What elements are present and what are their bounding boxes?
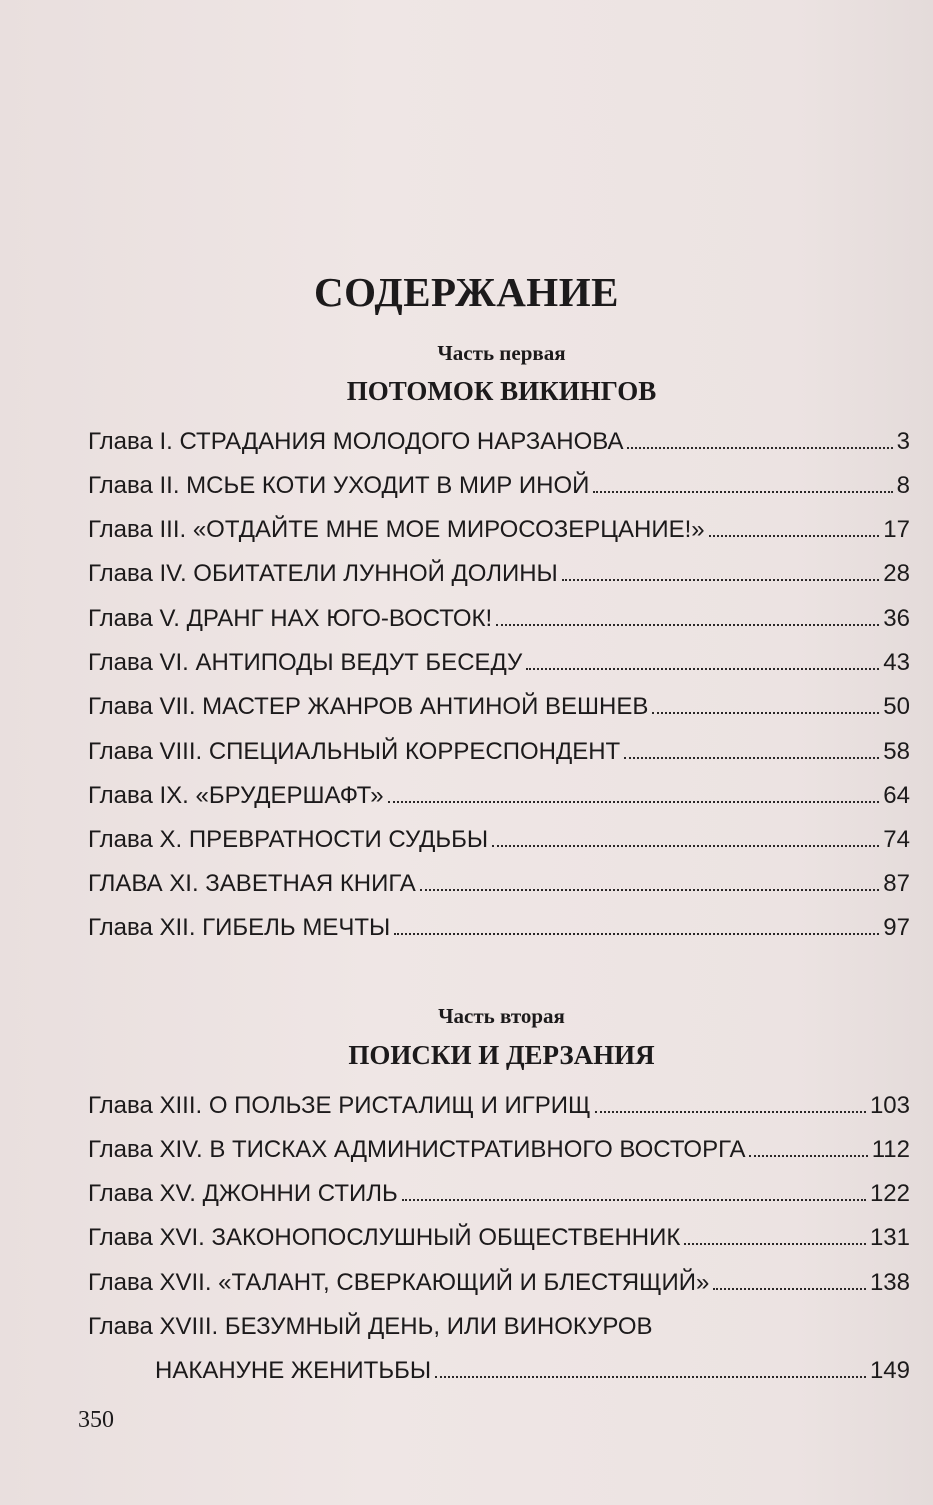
dot-leader xyxy=(420,889,880,891)
chapter-title: ГЛАВА XI. ЗАВЕТНАЯ КНИГА xyxy=(88,870,416,897)
dot-leader xyxy=(624,757,879,759)
part-one-title: ПОТОМОК ВИКИНГОВ xyxy=(346,376,657,406)
chapter-page-number: 97 xyxy=(883,914,910,941)
dot-leader xyxy=(402,1199,866,1201)
chapter-page-number: 17 xyxy=(883,516,910,543)
toc-entry-chapter-15 xyxy=(88,1179,910,1209)
chapter-page-number: 138 xyxy=(869,1269,910,1296)
dot-leader xyxy=(496,624,879,626)
chapter-title: Глава VI. АНТИПОДЫ ВЕДУТ БЕСЕДУ xyxy=(88,649,523,676)
dot-leader xyxy=(709,535,880,537)
chapter-title: Глава V. ДРАНГ НАХ ЮГО-ВОСТОК! xyxy=(88,605,493,632)
chapter-page-number: 58 xyxy=(883,738,910,765)
dot-leader xyxy=(684,1243,866,1245)
dot-leader xyxy=(593,491,892,493)
part-two-label: Часть вторая xyxy=(438,1004,565,1028)
dot-leader xyxy=(435,1376,866,1378)
chapter-page-number: 28 xyxy=(883,560,910,587)
chapter-title: Глава IX. «БРУДЕРШАФТ» xyxy=(88,782,384,809)
chapter-title: Глава XVI. ЗАКОНОПОСЛУШНЫЙ ОБЩЕСТВЕННИК xyxy=(88,1224,681,1251)
toc-entry-chapter-1 xyxy=(88,427,910,457)
chapter-page-number: 43 xyxy=(883,649,910,676)
chapter-page-number: 36 xyxy=(883,605,910,632)
part-two-title: ПОИСКИ И ДЕРЗАНИЯ xyxy=(348,1040,655,1070)
toc-entry-chapter-13 xyxy=(88,1091,910,1121)
chapter-title: Глава XIII. О ПОЛЬЗЕ РИСТАЛИЩ И ИГРИЩ xyxy=(88,1092,591,1119)
chapter-page-number: 50 xyxy=(883,693,910,720)
chapter-page-number: 112 xyxy=(871,1136,910,1163)
toc-entry-chapter-5 xyxy=(88,604,910,634)
chapter-page-number: 131 xyxy=(869,1224,910,1251)
chapter-title: Глава III. «ОТДАЙТЕ МНЕ МОЕ МИРОСОЗЕРЦАНИЕ!» xyxy=(88,516,705,543)
dot-leader xyxy=(492,845,879,847)
toc-entry-chapter-2 xyxy=(88,471,910,501)
toc-entry-chapter-4 xyxy=(88,559,910,589)
toc-entry-chapter-11 xyxy=(88,869,910,899)
dot-leader xyxy=(652,712,879,714)
chapter-title-line-1: Глава XVIII. БЕЗУМНЫЙ ДЕНЬ, ИЛИ ВИНОКУРОВ xyxy=(88,1313,653,1340)
chapter-page-number: 74 xyxy=(883,826,910,853)
dot-leader xyxy=(394,933,879,935)
chapter-page-number: 122 xyxy=(869,1180,910,1207)
chapter-title: Глава I. СТРАДАНИЯ МОЛОДОГО НАРЗАНОВА xyxy=(88,428,624,455)
part-one-label: Часть первая xyxy=(437,341,566,365)
toc-entry-chapter-10 xyxy=(88,825,910,855)
toc-entry-chapter-6 xyxy=(88,648,910,678)
toc-entry-chapter-16 xyxy=(88,1223,910,1253)
chapter-page-number: 8 xyxy=(896,472,910,499)
chapter-title: Глава XV. ДЖОННИ СТИЛЬ xyxy=(88,1180,398,1207)
chapter-title: Глава VIII. СПЕЦИАЛЬНЫЙ КОРРЕСПОНДЕНТ xyxy=(88,738,621,765)
chapter-page-number: 87 xyxy=(883,870,910,897)
page-title: СОДЕРЖАНИЕ xyxy=(314,269,619,315)
dot-leader xyxy=(713,1288,866,1290)
chapter-page-number: 149 xyxy=(869,1357,910,1384)
chapter-title: Глава XIV. В ТИСКАХ АДМИНИСТРАТИВНОГО ВОСТОРГА xyxy=(88,1136,746,1163)
toc-entry-chapter-17 xyxy=(88,1268,910,1298)
dot-leader xyxy=(595,1111,866,1113)
chapter-title: Глава IV. ОБИТАТЕЛИ ЛУННОЙ ДОЛИНЫ xyxy=(88,560,558,587)
dot-leader xyxy=(562,579,880,581)
toc-entry-chapter-18 xyxy=(155,1356,910,1386)
chapter-title: Глава XII. ГИБЕЛЬ МЕЧТЫ xyxy=(88,914,391,941)
dot-leader xyxy=(526,668,879,670)
dot-leader xyxy=(627,447,892,449)
dot-leader xyxy=(388,801,880,803)
chapter-title: Глава X. ПРЕВРАТНОСТИ СУДЬБЫ xyxy=(88,826,489,853)
toc-entry-chapter-14 xyxy=(88,1135,910,1165)
chapter-page-number: 3 xyxy=(896,428,910,455)
toc-entry-chapter-12 xyxy=(88,913,910,943)
toc-entry-chapter-9 xyxy=(88,781,910,811)
chapter-title: Глава II. МСЬЕ КОТИ УХОДИТ В МИР ИНОЙ xyxy=(88,472,590,499)
dot-leader xyxy=(749,1155,867,1157)
chapter-title-line-2: НАКАНУНЕ ЖЕНИТЬБЫ xyxy=(155,1357,432,1384)
page-number: 350 xyxy=(78,1407,114,1433)
toc-entry-chapter-7 xyxy=(88,692,910,722)
chapter-page-number: 64 xyxy=(883,782,910,809)
chapter-page-number: 103 xyxy=(869,1092,910,1119)
toc-entry-chapter-8 xyxy=(88,737,910,767)
chapter-title: Глава VII. МАСТЕР ЖАНРОВ АНТИНОЙ ВЕШНЕВ xyxy=(88,693,649,720)
toc-entry-chapter-3 xyxy=(88,515,910,545)
chapter-title: Глава XVII. «ТАЛАНТ, СВЕРКАЮЩИЙ И БЛЕСТЯЩИЙ» xyxy=(88,1269,710,1296)
